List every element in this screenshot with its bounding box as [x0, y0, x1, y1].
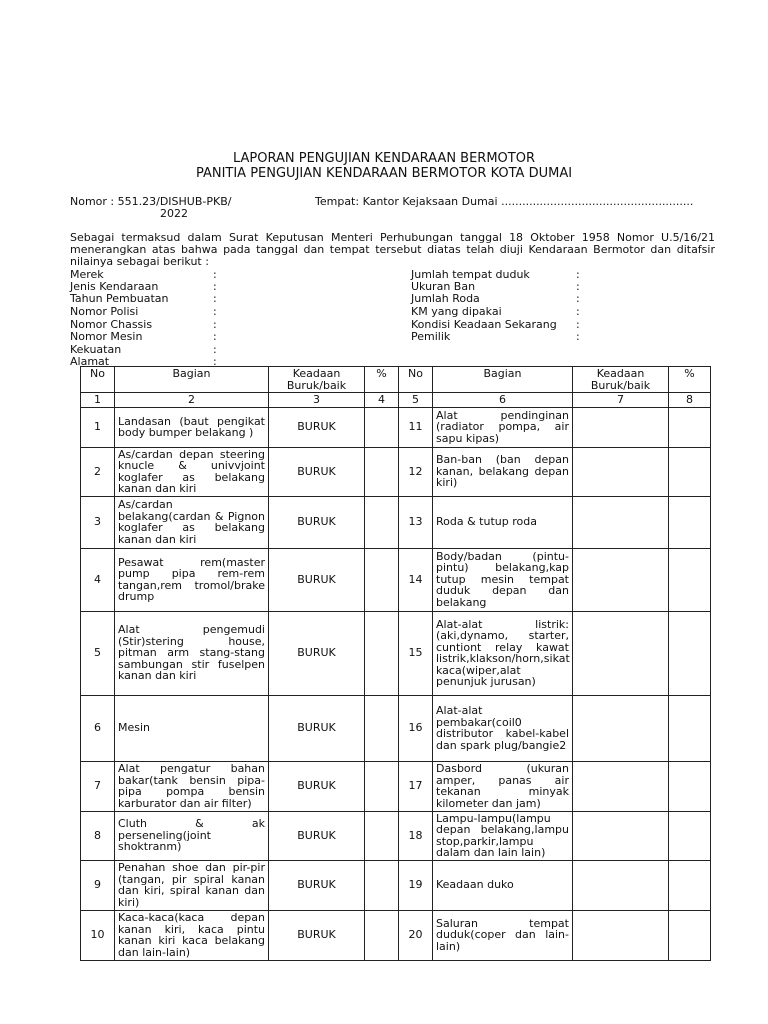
table-header-row [81, 367, 711, 393]
row-no-2: 16 [399, 695, 433, 761]
inspection-table [80, 366, 711, 961]
row-bagian-2: Ban-ban (ban depan kanan, belakang depan kiri) [433, 447, 573, 496]
table-row [81, 496, 711, 548]
row-bagian-2: Dasbord (ukuran amper, panas air tekanan minyak kilometer dan jam) [433, 761, 573, 811]
row-keadaan-2 [573, 407, 669, 447]
table-row [81, 811, 711, 860]
row-bagian-2: Alat-alat listrik:(aki,dynamo, starter, cuntiont relay kawat listrik,klakson/horn,sikat kaca(wiper,alat penunjuk jurusan) [433, 611, 573, 695]
row-bagian-2: Roda & tutup roda [433, 496, 573, 548]
row-keadaan-2 [573, 860, 669, 910]
intro-paragraph: Sebagai termaksud dalam Surat Keputusan Menteri Perhubungan tanggal 18 Oktober 1958 Nomor U.5/16/21 menerangkan atas bahwa pada tanggal dan tempat tersebut diatas telah diuji Kendaraan Bermotor dan ditafsir nilainya sebagai berikut : [70, 231, 715, 268]
row-percent-2 [669, 496, 711, 548]
row-no: 7 [81, 761, 115, 811]
row-keadaan: BURUK [269, 761, 365, 811]
colnum: 1 [81, 393, 115, 408]
row-bagian-2: Alat pendinginan (radiator pompa, air sapu kipas) [433, 407, 573, 447]
row-bagian: Alat pengatur bahan bakar(tank bensin pipa-pipa pompa bensin karburator dan air filter) [115, 761, 269, 811]
row-percent [365, 407, 399, 447]
row-keadaan-2 [573, 761, 669, 811]
row-no-2: 15 [399, 611, 433, 695]
row-keadaan: BURUK [269, 447, 365, 496]
row-no-2: 14 [399, 548, 433, 611]
row-keadaan-2 [573, 496, 669, 548]
row-bagian: As/cardan depan steering knucle & univvjoint koglafer as belakang kanan dan kiri [115, 447, 269, 496]
row-percent-2 [669, 811, 711, 860]
row-no-2: 13 [399, 496, 433, 548]
row-bagian: As/cardan belakang(cardan & Pignon koglafer as belakang kanan dan kiri [115, 496, 269, 548]
row-bagian: Mesin [115, 695, 269, 761]
table-row [81, 860, 711, 910]
column-number-row [81, 393, 711, 408]
table-row [81, 447, 711, 496]
row-percent [365, 695, 399, 761]
row-no: 9 [81, 860, 115, 910]
row-no-2: 19 [399, 860, 433, 910]
row-keadaan: BURUK [269, 548, 365, 611]
colnum: 4 [365, 393, 399, 408]
row-no: 6 [81, 695, 115, 761]
nomor-line1: Nomor : 551.23/DISHUB-PKB/ [70, 195, 232, 208]
row-percent-2 [669, 860, 711, 910]
row-bagian: Penahan shoe dan pir-pir (tangan, pir spiral kanan dan kiri, spiral kanan dan kiri) [115, 860, 269, 910]
row-keadaan: BURUK [269, 695, 365, 761]
colnum: 6 [433, 393, 573, 408]
table-row [81, 611, 711, 695]
table-row [81, 695, 711, 761]
row-keadaan: BURUK [269, 910, 365, 960]
row-keadaan-2 [573, 910, 669, 960]
row-no: 5 [81, 611, 115, 695]
table-row [81, 910, 711, 960]
row-percent [365, 611, 399, 695]
row-no-2: 20 [399, 910, 433, 960]
row-percent [365, 860, 399, 910]
nomor-line2: 2022 [160, 207, 188, 220]
colnum: 3 [269, 393, 365, 408]
colnum: 5 [399, 393, 433, 408]
row-bagian: Cluth & ak perseneling(joint shoktranm) [115, 811, 269, 860]
row-keadaan: BURUK [269, 611, 365, 695]
row-keadaan-2 [573, 548, 669, 611]
row-keadaan: BURUK [269, 811, 365, 860]
row-no: 1 [81, 407, 115, 447]
row-no-2: 11 [399, 407, 433, 447]
row-keadaan-2 [573, 811, 669, 860]
row-percent [365, 496, 399, 548]
row-percent-2 [669, 761, 711, 811]
row-bagian: Landasan (baut pengikat body bumper belakang ) [115, 407, 269, 447]
header-keadaan-2: Keadaan Buruk/baik [573, 367, 669, 393]
row-bagian: Alat pengemudi (Stir)stering house, pitman arm stang-stang sambungan stir fuselpen kanan dan kiri [115, 611, 269, 695]
colnum: 7 [573, 393, 669, 408]
colnum: 8 [669, 393, 711, 408]
header-keadaan: Keadaan Buruk/baik [269, 367, 365, 393]
row-percent-2 [669, 695, 711, 761]
row-no: 4 [81, 548, 115, 611]
row-keadaan: BURUK [269, 407, 365, 447]
colnum: 2 [115, 393, 269, 408]
row-no: 8 [81, 811, 115, 860]
report-title: LAPORAN PENGUJIAN KENDARAAN BERMOTOR [232, 151, 535, 166]
row-percent [365, 761, 399, 811]
header-percent: % [365, 367, 399, 393]
row-keadaan: BURUK [269, 496, 365, 548]
row-percent [365, 811, 399, 860]
row-bagian-2: Saluran tempat duduk(coper dan lain-lain) [433, 910, 573, 960]
table-row [81, 407, 711, 447]
row-percent [365, 447, 399, 496]
table-row [81, 548, 711, 611]
row-keadaan-2 [573, 695, 669, 761]
row-percent-2 [669, 407, 711, 447]
row-no: 10 [81, 910, 115, 960]
tempat-line: Tempat: Kantor Kejaksaan Dumai ....................................................... [315, 195, 694, 208]
row-bagian-2: Lampu-lampu(lampu depan belakang,lampu stop,parkir,lampu dalam dan lain lain) [433, 811, 573, 860]
row-percent-2 [669, 548, 711, 611]
row-no-2: 17 [399, 761, 433, 811]
row-no: 3 [81, 496, 115, 548]
header-bagian-2: Bagian [433, 367, 573, 393]
row-percent-2 [669, 910, 711, 960]
committee-title: PANITIA PENGUJIAN KENDARAAN BERMOTOR KOTA DUMAI [195, 166, 573, 181]
row-no: 2 [81, 447, 115, 496]
row-percent [365, 548, 399, 611]
row-no-2: 12 [399, 447, 433, 496]
header-bagian: Bagian [115, 367, 269, 393]
header-no: No [81, 367, 115, 393]
row-percent-2 [669, 611, 711, 695]
row-keadaan-2 [573, 611, 669, 695]
row-bagian-2: Alat-alat pembakar(coil0 distributor kabel-kabel dan spark plug/bangie2 [433, 695, 573, 761]
row-bagian-2: Keadaan duko [433, 860, 573, 910]
row-keadaan-2 [573, 447, 669, 496]
row-bagian-2: Body/badan (pintu-pintu) belakang,kap tutup mesin tempat duduk depan dan belakang [433, 548, 573, 611]
row-no-2: 18 [399, 811, 433, 860]
row-percent [365, 910, 399, 960]
row-keadaan: BURUK [269, 860, 365, 910]
table-row [81, 761, 711, 811]
header-no-2: No [399, 367, 433, 393]
row-bagian: Pesawat rem(master pump pipa rem-rem tangan,rem tromol/brake drump [115, 548, 269, 611]
header-percent-2: % [669, 367, 711, 393]
row-percent-2 [669, 447, 711, 496]
row-bagian: Kaca-kaca(kaca depan kanan kiri, kaca pintu kanan kiri kaca belakang dan lain-lain) [115, 910, 269, 960]
